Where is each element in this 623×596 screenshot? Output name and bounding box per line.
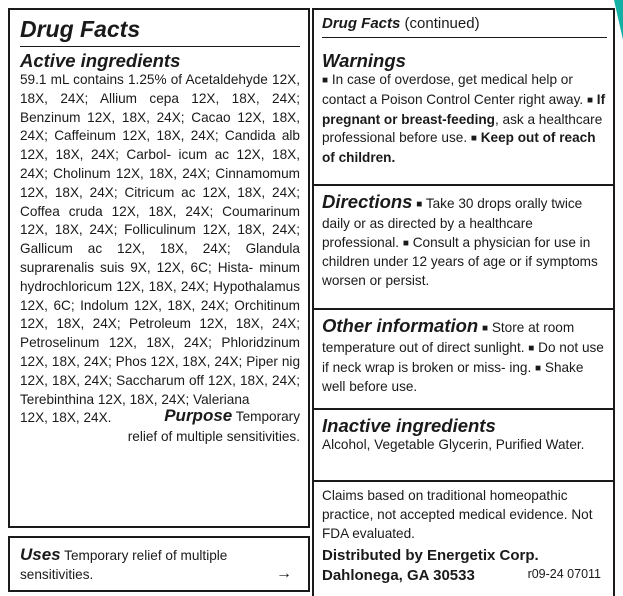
directions-text	[322, 191, 607, 291]
warnings-section	[314, 50, 613, 168]
drug-facts-title: Drug Facts	[20, 16, 300, 47]
corner-accent	[614, 0, 623, 40]
uses-text-1: Temporary relief of multiple	[64, 548, 228, 563]
directions-section	[314, 191, 613, 291]
drug-facts-continued-panel	[312, 8, 615, 596]
section-divider	[314, 480, 613, 482]
bullet-icon: ■	[535, 362, 542, 374]
section-divider	[314, 308, 613, 310]
drug-facts-panel	[8, 8, 310, 528]
warnings-pregnant: If pregnant or breast-feeding	[322, 91, 606, 127]
other-information-text-3: Shake well before use.	[322, 359, 584, 395]
bullet-icon: ■	[470, 133, 477, 145]
active-ingredients-text: 59.1 mL contains 1.25% of Acetaldehyde 12X, 18X, 24X; Allium cepa 12X, 18X, 24X; Benzinum 12X, 18X, 24X; Cacao 12X, 18X, 24X; Caffeinum 12X, 18X, 24X; Candida alb 12X, 18X, 24X; Carbol- icum ac 12X, 18X, 24X; Cholinum 12X, 18X, 24X; Cinnamomum 12X, 18X, 24X; Citricum ac 12X, 18X, 24X; Coffea cruda 12X, 18X, 24X; Coumarinum 12X, 18X, 24X; Folliculinum 12X, 18X, 24X; Gallicum ac 12X, 18X, 24X; Glandula suprarenalis suis 9X, 12X, 6C; Hista- minum hydrochloricum 12X, 18X, 24X; Hypothalamus 12X, 6C; Indolum 12X, 18X, 24X; Orchitinum 12X, 18X, 24X; Petroleum 12X, 18X, 24X; Petroselinum 12X, 18X, 24X; Phloridzinum 12X, 18X, 24X; Phos 12X, 18X, 24X; Piper nig 12X, 18X, 24X; Saccharum off 12X, 18X, 24X; Terebinthina 12X, 18X, 24X; Valeriana	[20, 72, 300, 407]
bullet-icon: ■	[528, 342, 535, 354]
other-information-text-1: Store at room temperature out of direct sunlight.	[322, 320, 575, 355]
uses-text-2: sensitivities.	[20, 566, 94, 582]
active-ingredients-last-line	[20, 406, 300, 428]
section-divider	[314, 184, 613, 186]
distributor-address-line	[322, 566, 607, 586]
uses-line-1	[20, 544, 300, 566]
lot-code: r09-24 07011	[527, 567, 601, 582]
continue-arrow-icon: →	[276, 565, 292, 582]
continued-title: Drug Facts	[322, 15, 401, 32]
other-information-text	[322, 315, 607, 397]
section-divider	[314, 408, 613, 410]
other-information-section	[314, 315, 613, 397]
warnings-children: Keep out of reach of children.	[322, 130, 596, 166]
directions-text-2: Consult a physician for use in children under 12 years of age or if symptoms worsen or persist.	[322, 234, 598, 289]
warnings-text	[322, 71, 607, 168]
inactive-ingredients-heading: Inactive ingredients	[322, 415, 496, 436]
distributor-name: Distributed by Energetix Corp.	[322, 547, 539, 565]
purpose-heading: Purpose	[164, 406, 233, 426]
purpose-text-2: relief of multiple sensitivities.	[127, 429, 300, 445]
uses-heading: Uses	[20, 545, 61, 564]
claims-text: Claims based on traditional homeopathic practice, not accepted medical evidence. Not FDA evaluated.	[322, 488, 593, 541]
bullet-icon: ■	[482, 323, 489, 334]
continued-suffix: (continued)	[404, 15, 480, 32]
distributor-address: Dahlonega, GA 30533	[322, 567, 475, 585]
inactive-ingredients-section	[314, 415, 613, 455]
warnings-line-1: In case of overdose, get medical help or contact a Poison Control Center right away.	[322, 72, 584, 107]
warnings-line-2: , ask a healthcare professional before use.	[322, 111, 603, 146]
other-information-heading: Other information	[322, 315, 479, 336]
directions-heading: Directions	[322, 191, 413, 212]
warnings-heading: Warnings	[322, 50, 406, 71]
continued-header	[314, 14, 613, 38]
directions-text-1: Take 30 drops orally twice daily or as directed by a healthcare professional.	[322, 196, 583, 250]
claims-section	[314, 487, 613, 592]
bullet-icon: ■	[416, 199, 423, 210]
uses-panel	[8, 536, 310, 592]
bullet-icon: ■	[402, 237, 409, 249]
inactive-ingredients-text: Alcohol, Vegetable Glycerin, Purified Water.	[322, 437, 585, 452]
other-information-text-2: Do not use if neck wrap is broken or miss- ing.	[322, 339, 604, 375]
purpose-text-1: Temporary	[235, 409, 300, 425]
active-ingredients-last: 12X, 18X, 24X.	[20, 410, 112, 426]
active-ingredients-heading: Active ingredients	[20, 50, 181, 71]
bullet-icon: ■	[322, 75, 329, 86]
purpose-first-line	[164, 407, 300, 427]
bullet-icon: ■	[586, 94, 594, 106]
